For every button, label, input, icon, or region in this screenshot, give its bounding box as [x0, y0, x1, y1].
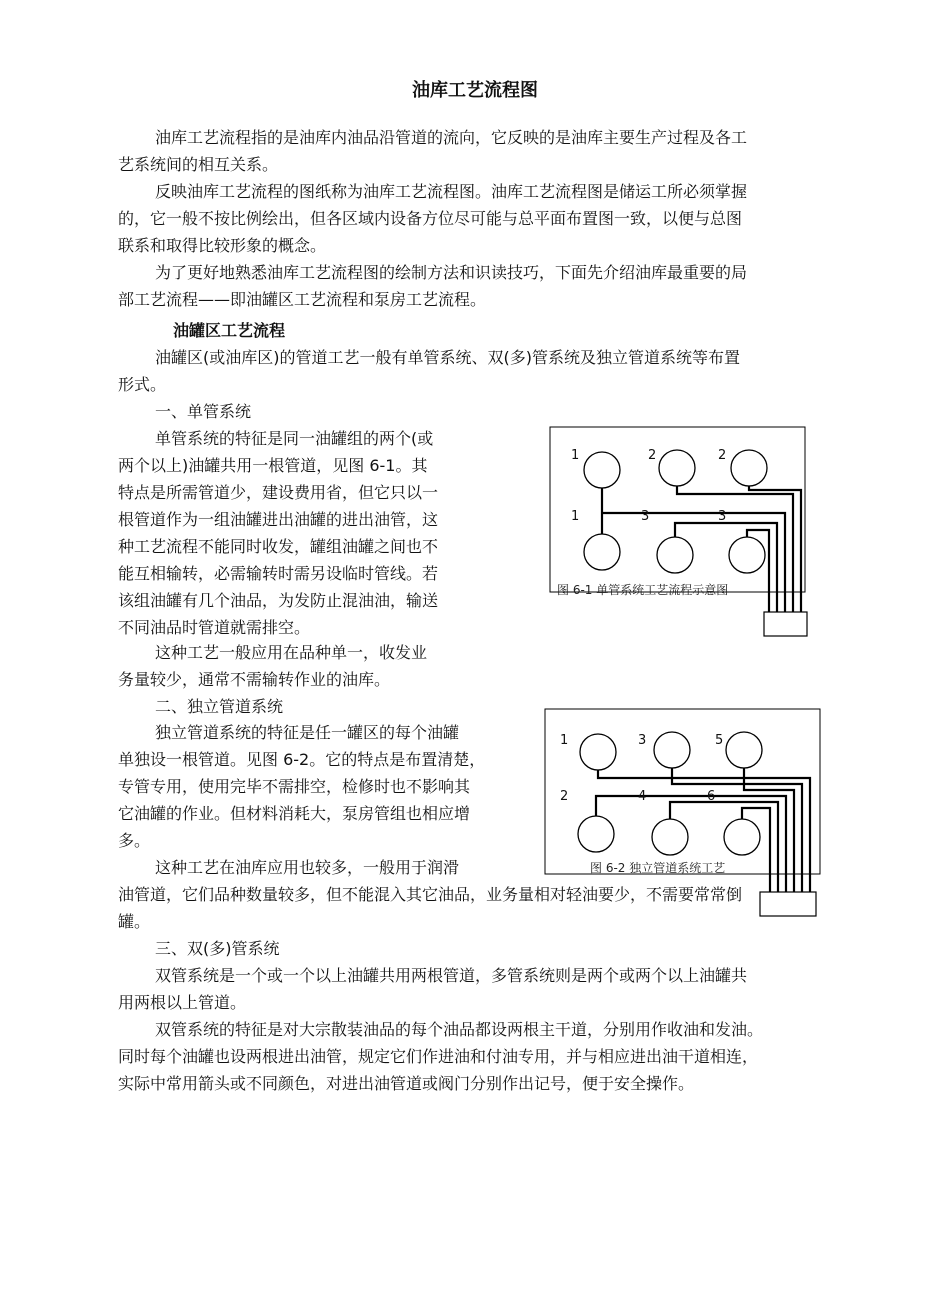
paragraph-line: 根管道作为一组油罐进出油罐的进出油管，这: [118, 510, 439, 529]
paragraph-line: 不同油品时管道就需排空。: [118, 618, 311, 637]
tank-label: 1: [571, 448, 580, 463]
subsection-heading: 二、独立管道系统: [155, 697, 284, 716]
paragraph-line: 特点是所需管道少，建设费用省，但它只以一: [118, 483, 439, 502]
figure-independent-pipe-system: [540, 704, 830, 919]
tank-label: 2: [718, 448, 727, 463]
oil-tank: [654, 732, 690, 768]
oil-tank: [584, 452, 620, 488]
paragraph-line: 务量较少，通常不需输转作业的油库。: [118, 670, 391, 689]
tank-label: 3: [641, 509, 650, 524]
paragraph-line: 艺系统间的相互关系。: [118, 155, 279, 174]
pump-house-box: [764, 612, 807, 636]
tank-label: 6: [707, 789, 716, 804]
page-title: 油库工艺流程图: [412, 80, 538, 101]
paragraph-line: 这种工艺一般应用在品种单一，收发业: [155, 643, 428, 662]
tank-label: 3: [718, 509, 727, 524]
oil-tank: [584, 534, 620, 570]
paragraph-line: 为了更好地熟悉油库工艺流程图的绘制方法和识读技巧，下面先介绍油库最重要的局: [155, 263, 748, 282]
figure-caption: 图 6-1 单管系统工艺流程示意图: [557, 583, 729, 597]
paragraph-line: 这种工艺在油库应用也较多，一般用于润滑: [155, 858, 460, 877]
paragraph-line: 油库工艺流程指的是油库内油品沿管道的流向，它反映的是油库主要生产过程及各工: [155, 128, 748, 147]
paragraph-line: 油罐区(或油库区)的管道工艺一般有单管系统、双(多)管系统及独立管道系统等布置: [155, 348, 740, 367]
tank-label: 5: [715, 733, 724, 748]
oil-tank: [578, 816, 614, 852]
tank-label: 1: [560, 733, 569, 748]
paragraph-line: 种工艺流程不能同时收发，罐组油罐之间也不: [118, 537, 439, 556]
section-heading: 油罐区工艺流程: [173, 321, 286, 340]
paragraph-line: 双管系统是一个或一个以上油罐共用两根管道，多管系统则是两个或两个以上油罐共: [155, 966, 748, 985]
paragraph-line: 用两根以上管道。: [118, 993, 247, 1012]
paragraph-line: 专管专用，使用完毕不需排空，检修时也不影响其: [118, 777, 471, 796]
paragraph-line: 联系和取得比较形象的概念。: [118, 236, 327, 255]
oil-tank: [580, 734, 616, 770]
paragraph-line: 独立管道系统的特征是任一罐区的每个油罐: [155, 723, 460, 742]
oil-tank: [731, 450, 767, 486]
paragraph-line: 实际中常用箭头或不同颜色，对进出油管道或阀门分别作出记号，便于安全操作。: [118, 1074, 695, 1093]
paragraph-line: 多。: [118, 831, 151, 850]
subsection-heading: 三、双(多)管系统: [155, 939, 280, 958]
paragraph-line: 两个以上)油罐共用一根管道，见图 6-1。其: [118, 456, 428, 475]
paragraph-line: 双管系统的特征是对大宗散装油品的每个油品都设两根主干道，分别用作收油和发油。: [155, 1020, 764, 1039]
oil-tank: [652, 819, 688, 855]
oil-tank: [724, 819, 760, 855]
tank-label: 4: [638, 789, 647, 804]
figure-single-pipe-system: [545, 422, 815, 642]
paragraph-line: 同时每个油罐也设两根进出油管，规定它们作进油和付油专用，并与相应进出油干道相连，: [118, 1047, 759, 1066]
tank-label: 2: [560, 789, 569, 804]
oil-tank: [729, 537, 765, 573]
oil-tank: [726, 732, 762, 768]
tank-label: 1: [571, 509, 580, 524]
pump-house-box: [760, 892, 816, 916]
paragraph-line: 的，它一般不按比例绘出，但各区域内设备方位尽可能与总平面布置图一致，以便与总图: [118, 209, 743, 228]
tank-label: 2: [648, 448, 657, 463]
paragraph-line: 形式。: [118, 375, 167, 394]
paragraph-line: 该组油罐有几个油品，为发防止混油油，输送: [118, 591, 439, 610]
figure-caption: 图 6-2 独立管道系统工艺: [590, 861, 726, 875]
paragraph-line: 它油罐的作业。但材料消耗大，泵房管组也相应增: [118, 804, 471, 823]
subsection-heading: 一、单管系统: [155, 402, 252, 421]
oil-tank: [659, 450, 695, 486]
paragraph-line: 单独设一根管道。见图 6-2。它的特点是布置清楚，: [118, 750, 486, 769]
paragraph-line: 罐。: [118, 912, 151, 931]
paragraph-line: 反映油库工艺流程的图纸称为油库工艺流程图。油库工艺流程图是储运工所必须掌握: [155, 182, 748, 201]
paragraph-line: 部工艺流程——即油罐区工艺流程和泵房工艺流程。: [118, 290, 487, 309]
tank-label: 3: [638, 733, 647, 748]
oil-tank: [657, 537, 693, 573]
paragraph-line: 单管系统的特征是同一油罐组的两个(或: [155, 429, 434, 448]
paragraph-line: 油管道，它们品种数量较多，但不能混入其它油品，业务量相对轻油要少，不需要常常倒: [118, 885, 743, 904]
paragraph-line: 能互相输转，必需输转时需另设临时管线。若: [118, 564, 439, 583]
